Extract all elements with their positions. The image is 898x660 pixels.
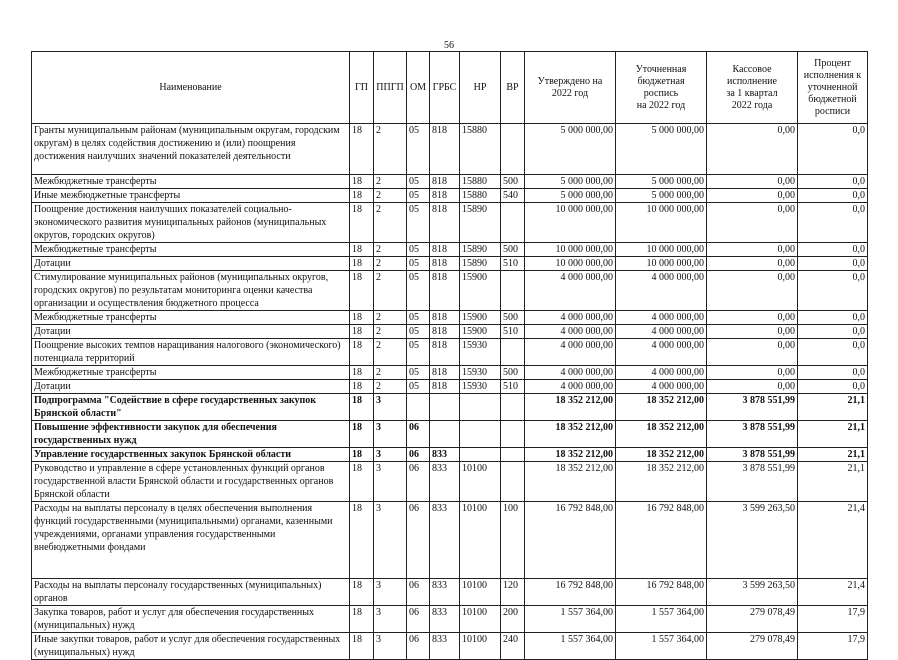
table-row bbox=[32, 189, 868, 203]
cell-gp: 18 bbox=[350, 579, 374, 606]
cell-name: Межбюджетные трансферты bbox=[32, 366, 350, 380]
cell-ppgp: 3 bbox=[374, 502, 407, 579]
cell-np: 15890 bbox=[460, 203, 501, 243]
cell-gp: 18 bbox=[350, 448, 374, 462]
cell-np: 15900 bbox=[460, 311, 501, 325]
cell-approved: 16 792 848,00 bbox=[525, 502, 616, 579]
cell-vr: 500 bbox=[501, 311, 525, 325]
cell-approved: 10 000 000,00 bbox=[525, 243, 616, 257]
cell-approved: 4 000 000,00 bbox=[525, 311, 616, 325]
cell-name: Межбюджетные трансферты bbox=[32, 175, 350, 189]
cell-percent: 21,1 bbox=[798, 448, 868, 462]
cell-gp: 18 bbox=[350, 366, 374, 380]
cell-name: Межбюджетные трансферты bbox=[32, 243, 350, 257]
cell-vr bbox=[501, 421, 525, 448]
cell-om: 06 bbox=[407, 579, 430, 606]
cell-refined: 5 000 000,00 bbox=[616, 189, 707, 203]
cell-np: 15930 bbox=[460, 380, 501, 394]
cell-ppgp: 3 bbox=[374, 606, 407, 633]
cell-approved: 4 000 000,00 bbox=[525, 325, 616, 339]
cell-name: Управление государственных закупок Брянской области bbox=[32, 448, 350, 462]
header-approved: Утверждено на 2022 год bbox=[525, 52, 616, 124]
cell-approved: 4 000 000,00 bbox=[525, 271, 616, 311]
cell-refined: 4 000 000,00 bbox=[616, 311, 707, 325]
cell-approved: 5 000 000,00 bbox=[525, 175, 616, 189]
cell-cash: 0,00 bbox=[707, 325, 798, 339]
cell-percent: 0,0 bbox=[798, 380, 868, 394]
cell-name: Подпрограмма "Содействие в сфере государственных закупок Брянской области" bbox=[32, 394, 350, 421]
cell-vr bbox=[501, 448, 525, 462]
cell-cash: 0,00 bbox=[707, 380, 798, 394]
cell-vr: 510 bbox=[501, 257, 525, 271]
cell-ppgp: 2 bbox=[374, 203, 407, 243]
table-row bbox=[32, 502, 868, 579]
header-refined: Уточненная бюджетная роспись на 2022 год bbox=[616, 52, 707, 124]
header-name: Наименование bbox=[32, 52, 350, 124]
cell-name: Дотации bbox=[32, 257, 350, 271]
cell-percent: 0,0 bbox=[798, 243, 868, 257]
cell-gp: 18 bbox=[350, 243, 374, 257]
cell-grbs: 818 bbox=[430, 257, 460, 271]
cell-vr bbox=[501, 462, 525, 502]
cell-np: 15900 bbox=[460, 325, 501, 339]
cell-percent: 21,4 bbox=[798, 579, 868, 606]
cell-om: 05 bbox=[407, 311, 430, 325]
table-row bbox=[32, 175, 868, 189]
cell-om: 05 bbox=[407, 271, 430, 311]
cell-refined: 10 000 000,00 bbox=[616, 203, 707, 243]
cell-percent: 21,1 bbox=[798, 394, 868, 421]
cell-ppgp: 3 bbox=[374, 394, 407, 421]
table-row bbox=[32, 243, 868, 257]
cell-ppgp: 3 bbox=[374, 462, 407, 502]
cell-gp: 18 bbox=[350, 394, 374, 421]
cell-ppgp: 2 bbox=[374, 271, 407, 311]
table-body bbox=[32, 124, 868, 660]
cell-name: Руководство и управление в сфере установленных функций органов государственной власти Брянской области и государственных органов Брянской области bbox=[32, 462, 350, 502]
cell-np bbox=[460, 421, 501, 448]
cell-np: 15880 bbox=[460, 175, 501, 189]
cell-cash: 279 078,49 bbox=[707, 606, 798, 633]
cell-gp: 18 bbox=[350, 175, 374, 189]
cell-percent: 21,1 bbox=[798, 421, 868, 448]
cell-cash: 3 878 551,99 bbox=[707, 394, 798, 421]
table-row bbox=[32, 421, 868, 448]
cell-name: Расходы на выплаты персоналу в целях обеспечения выполнения функций государственными (муниципальными) органами, казенными учреждениями, органами управления государственными внебюджетными фондами bbox=[32, 502, 350, 579]
cell-cash: 0,00 bbox=[707, 311, 798, 325]
cell-gp: 18 bbox=[350, 502, 374, 579]
cell-percent: 17,9 bbox=[798, 606, 868, 633]
cell-vr: 100 bbox=[501, 502, 525, 579]
cell-name: Иные закупки товаров, работ и услуг для обеспечения государственных (муниципальных) нужд bbox=[32, 633, 350, 660]
cell-approved: 18 352 212,00 bbox=[525, 394, 616, 421]
cell-grbs: 833 bbox=[430, 502, 460, 579]
cell-name: Межбюджетные трансферты bbox=[32, 311, 350, 325]
cell-np: 10100 bbox=[460, 579, 501, 606]
cell-refined: 4 000 000,00 bbox=[616, 325, 707, 339]
cell-cash: 0,00 bbox=[707, 175, 798, 189]
cell-cash: 0,00 bbox=[707, 366, 798, 380]
budget-table bbox=[31, 51, 868, 660]
cell-refined: 4 000 000,00 bbox=[616, 366, 707, 380]
cell-approved: 18 352 212,00 bbox=[525, 421, 616, 448]
cell-vr: 200 bbox=[501, 606, 525, 633]
cell-refined: 18 352 212,00 bbox=[616, 462, 707, 502]
header-np: НР bbox=[460, 52, 501, 124]
cell-om: 05 bbox=[407, 339, 430, 366]
cell-grbs: 833 bbox=[430, 448, 460, 462]
cell-cash: 3 599 263,50 bbox=[707, 579, 798, 606]
header-percent: Процент исполнения к уточненной бюджетной росписи bbox=[798, 52, 868, 124]
cell-np bbox=[460, 448, 501, 462]
cell-percent: 0,0 bbox=[798, 271, 868, 311]
cell-vr: 500 bbox=[501, 243, 525, 257]
cell-grbs: 818 bbox=[430, 380, 460, 394]
cell-vr: 120 bbox=[501, 579, 525, 606]
table-row bbox=[32, 579, 868, 606]
cell-np: 10100 bbox=[460, 502, 501, 579]
cell-cash: 3 599 263,50 bbox=[707, 502, 798, 579]
cell-approved: 10 000 000,00 bbox=[525, 203, 616, 243]
cell-refined: 16 792 848,00 bbox=[616, 502, 707, 579]
page-number: 56 bbox=[444, 40, 454, 51]
cell-approved: 10 000 000,00 bbox=[525, 257, 616, 271]
cell-om: 05 bbox=[407, 257, 430, 271]
cell-ppgp: 3 bbox=[374, 633, 407, 660]
cell-ppgp: 2 bbox=[374, 339, 407, 366]
cell-grbs: 818 bbox=[430, 124, 460, 175]
cell-ppgp: 3 bbox=[374, 579, 407, 606]
table-row bbox=[32, 271, 868, 311]
header-ppgp: ППГП bbox=[374, 52, 407, 124]
cell-gp: 18 bbox=[350, 462, 374, 502]
cell-approved: 4 000 000,00 bbox=[525, 339, 616, 366]
cell-refined: 10 000 000,00 bbox=[616, 257, 707, 271]
cell-om: 05 bbox=[407, 124, 430, 175]
cell-ppgp: 2 bbox=[374, 175, 407, 189]
table-row bbox=[32, 339, 868, 366]
cell-name: Закупка товаров, работ и услуг для обеспечения государственных (муниципальных) нужд bbox=[32, 606, 350, 633]
cell-np: 15880 bbox=[460, 189, 501, 203]
cell-np: 10100 bbox=[460, 606, 501, 633]
cell-gp: 18 bbox=[350, 271, 374, 311]
cell-gp: 18 bbox=[350, 203, 374, 243]
cell-ppgp: 3 bbox=[374, 448, 407, 462]
cell-ppgp: 2 bbox=[374, 325, 407, 339]
cell-om: 06 bbox=[407, 502, 430, 579]
cell-refined: 5 000 000,00 bbox=[616, 124, 707, 175]
cell-np: 15880 bbox=[460, 124, 501, 175]
cell-ppgp: 2 bbox=[374, 366, 407, 380]
table-row bbox=[32, 203, 868, 243]
cell-np: 15890 bbox=[460, 257, 501, 271]
cell-grbs: 818 bbox=[430, 325, 460, 339]
cell-refined: 1 557 364,00 bbox=[616, 606, 707, 633]
cell-np: 15900 bbox=[460, 271, 501, 311]
cell-om: 05 bbox=[407, 325, 430, 339]
cell-om: 05 bbox=[407, 380, 430, 394]
cell-om: 05 bbox=[407, 243, 430, 257]
cell-ppgp: 2 bbox=[374, 189, 407, 203]
cell-cash: 0,00 bbox=[707, 243, 798, 257]
cell-grbs: 833 bbox=[430, 579, 460, 606]
cell-gp: 18 bbox=[350, 339, 374, 366]
cell-gp: 18 bbox=[350, 189, 374, 203]
cell-om: 06 bbox=[407, 462, 430, 502]
cell-om: 06 bbox=[407, 421, 430, 448]
cell-gp: 18 bbox=[350, 633, 374, 660]
cell-vr: 510 bbox=[501, 325, 525, 339]
cell-grbs: 818 bbox=[430, 243, 460, 257]
cell-om: 06 bbox=[407, 606, 430, 633]
table-row bbox=[32, 633, 868, 660]
cell-name: Поощрение достижения наилучших показателей социально-экономического развития муниципальных районов (муниципальных округов, городских округов) bbox=[32, 203, 350, 243]
table-row bbox=[32, 606, 868, 633]
cell-name: Иные межбюджетные трансферты bbox=[32, 189, 350, 203]
cell-gp: 18 bbox=[350, 124, 374, 175]
header-row bbox=[32, 52, 868, 124]
table-row bbox=[32, 311, 868, 325]
cell-refined: 18 352 212,00 bbox=[616, 394, 707, 421]
cell-approved: 16 792 848,00 bbox=[525, 579, 616, 606]
cell-grbs: 833 bbox=[430, 633, 460, 660]
cell-approved: 4 000 000,00 bbox=[525, 366, 616, 380]
cell-cash: 3 878 551,99 bbox=[707, 448, 798, 462]
header-grbs: ГРБС bbox=[430, 52, 460, 124]
header-cash: Кассовое исполнение за 1 квартал 2022 года bbox=[707, 52, 798, 124]
table-row bbox=[32, 124, 868, 175]
cell-gp: 18 bbox=[350, 421, 374, 448]
cell-refined: 1 557 364,00 bbox=[616, 633, 707, 660]
cell-ppgp: 2 bbox=[374, 243, 407, 257]
cell-approved: 18 352 212,00 bbox=[525, 462, 616, 502]
table-row bbox=[32, 462, 868, 502]
cell-name: Поощрение высоких темпов наращивания налогового (экономического) потенциала территорий bbox=[32, 339, 350, 366]
cell-refined: 4 000 000,00 bbox=[616, 271, 707, 311]
cell-om: 05 bbox=[407, 189, 430, 203]
cell-cash: 0,00 bbox=[707, 203, 798, 243]
cell-vr bbox=[501, 271, 525, 311]
cell-refined: 4 000 000,00 bbox=[616, 339, 707, 366]
cell-cash: 0,00 bbox=[707, 189, 798, 203]
cell-percent: 21,4 bbox=[798, 502, 868, 579]
cell-name: Повышение эффективности закупок для обеспечения государственных нужд bbox=[32, 421, 350, 448]
cell-cash: 0,00 bbox=[707, 124, 798, 175]
header-gp: ГП bbox=[350, 52, 374, 124]
cell-refined: 18 352 212,00 bbox=[616, 448, 707, 462]
table-row bbox=[32, 448, 868, 462]
cell-approved: 1 557 364,00 bbox=[525, 606, 616, 633]
cell-vr bbox=[501, 339, 525, 366]
cell-om: 05 bbox=[407, 203, 430, 243]
cell-refined: 4 000 000,00 bbox=[616, 380, 707, 394]
cell-percent: 17,9 bbox=[798, 633, 868, 660]
cell-approved: 5 000 000,00 bbox=[525, 124, 616, 175]
cell-percent: 0,0 bbox=[798, 257, 868, 271]
cell-ppgp: 3 bbox=[374, 421, 407, 448]
cell-np: 10100 bbox=[460, 462, 501, 502]
cell-percent: 0,0 bbox=[798, 325, 868, 339]
cell-grbs: 833 bbox=[430, 462, 460, 502]
cell-approved: 1 557 364,00 bbox=[525, 633, 616, 660]
cell-om: 06 bbox=[407, 448, 430, 462]
cell-gp: 18 bbox=[350, 325, 374, 339]
cell-vr bbox=[501, 124, 525, 175]
cell-ppgp: 2 bbox=[374, 124, 407, 175]
cell-cash: 279 078,49 bbox=[707, 633, 798, 660]
table-row bbox=[32, 380, 868, 394]
cell-vr: 240 bbox=[501, 633, 525, 660]
cell-cash: 0,00 bbox=[707, 339, 798, 366]
cell-grbs: 818 bbox=[430, 271, 460, 311]
header-om: ОМ bbox=[407, 52, 430, 124]
cell-ppgp: 2 bbox=[374, 257, 407, 271]
cell-grbs: 818 bbox=[430, 203, 460, 243]
cell-grbs: 818 bbox=[430, 311, 460, 325]
cell-percent: 0,0 bbox=[798, 203, 868, 243]
cell-gp: 18 bbox=[350, 380, 374, 394]
table-row bbox=[32, 257, 868, 271]
cell-percent: 0,0 bbox=[798, 311, 868, 325]
cell-approved: 5 000 000,00 bbox=[525, 189, 616, 203]
cell-grbs bbox=[430, 394, 460, 421]
table-row bbox=[32, 325, 868, 339]
cell-vr bbox=[501, 203, 525, 243]
cell-approved: 4 000 000,00 bbox=[525, 380, 616, 394]
cell-refined: 18 352 212,00 bbox=[616, 421, 707, 448]
cell-name: Стимулирование муниципальных районов (муниципальных округов, городских округов) по результатам мониторинга оценки качества организации и осуществления бюджетного процесса bbox=[32, 271, 350, 311]
cell-om: 05 bbox=[407, 175, 430, 189]
cell-np bbox=[460, 394, 501, 421]
cell-ppgp: 2 bbox=[374, 380, 407, 394]
cell-gp: 18 bbox=[350, 311, 374, 325]
cell-gp: 18 bbox=[350, 257, 374, 271]
cell-approved: 18 352 212,00 bbox=[525, 448, 616, 462]
cell-percent: 0,0 bbox=[798, 366, 868, 380]
cell-vr: 540 bbox=[501, 189, 525, 203]
cell-vr: 500 bbox=[501, 366, 525, 380]
cell-om: 06 bbox=[407, 633, 430, 660]
cell-name: Дотации bbox=[32, 380, 350, 394]
cell-np: 15930 bbox=[460, 339, 501, 366]
cell-np: 15930 bbox=[460, 366, 501, 380]
cell-percent: 21,1 bbox=[798, 462, 868, 502]
cell-grbs bbox=[430, 421, 460, 448]
cell-percent: 0,0 bbox=[798, 175, 868, 189]
cell-om bbox=[407, 394, 430, 421]
cell-cash: 3 878 551,99 bbox=[707, 462, 798, 502]
cell-vr: 510 bbox=[501, 380, 525, 394]
cell-grbs: 818 bbox=[430, 175, 460, 189]
cell-grbs: 818 bbox=[430, 366, 460, 380]
cell-grbs: 818 bbox=[430, 189, 460, 203]
cell-ppgp: 2 bbox=[374, 311, 407, 325]
cell-refined: 5 000 000,00 bbox=[616, 175, 707, 189]
cell-np: 15890 bbox=[460, 243, 501, 257]
cell-percent: 0,0 bbox=[798, 339, 868, 366]
cell-cash: 0,00 bbox=[707, 271, 798, 311]
cell-name: Дотации bbox=[32, 325, 350, 339]
cell-np: 10100 bbox=[460, 633, 501, 660]
cell-vr bbox=[501, 394, 525, 421]
table-row bbox=[32, 366, 868, 380]
cell-refined: 16 792 848,00 bbox=[616, 579, 707, 606]
cell-grbs: 818 bbox=[430, 339, 460, 366]
cell-name: Расходы на выплаты персоналу государственных (муниципальных) органов bbox=[32, 579, 350, 606]
cell-gp: 18 bbox=[350, 606, 374, 633]
cell-refined: 10 000 000,00 bbox=[616, 243, 707, 257]
cell-percent: 0,0 bbox=[798, 124, 868, 175]
cell-cash: 0,00 bbox=[707, 257, 798, 271]
table-row bbox=[32, 394, 868, 421]
cell-grbs: 833 bbox=[430, 606, 460, 633]
header-vr: ВР bbox=[501, 52, 525, 124]
cell-cash: 3 878 551,99 bbox=[707, 421, 798, 448]
cell-percent: 0,0 bbox=[798, 189, 868, 203]
cell-name: Гранты муниципальным районам (муниципальным округам, городским округам) в целях содействия достижению и (или) поощрения достижения наилучших значений показателей деятельности bbox=[32, 124, 350, 175]
cell-vr: 500 bbox=[501, 175, 525, 189]
cell-om: 05 bbox=[407, 366, 430, 380]
